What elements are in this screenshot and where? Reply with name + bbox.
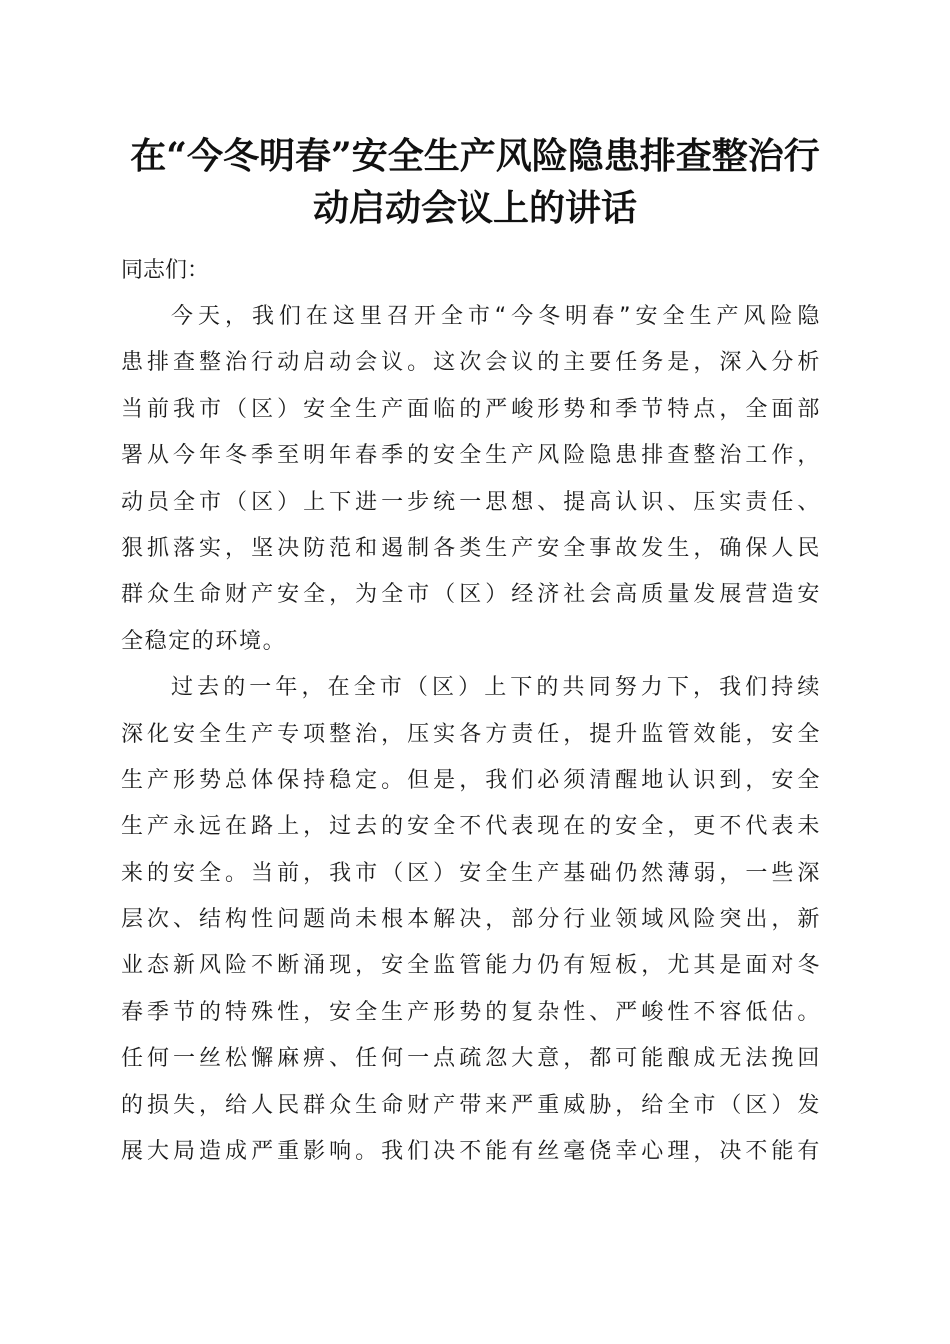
paragraph-line: 来的安全。当前，我市（区）安全生产基础仍然薄弱，一些深: [121, 860, 821, 886]
paragraph-line: 狠抓落实，坚决防范和遏制各类生产安全事故发生，确保人民: [121, 535, 821, 561]
paragraph-line: 生产形势总体保持稳定。但是，我们必须清醒地认识到，安全: [121, 767, 821, 793]
paragraph-line: 层次、结构性问题尚未根本解决，部分行业领域风险突出，新: [121, 907, 821, 933]
paragraph-line: 全稳定的环境。: [121, 628, 287, 654]
paragraph-line: 深化安全生产专项整治，压实各方责任，提升监管效能，安全: [121, 721, 821, 747]
paragraph-1: [121, 294, 821, 665]
paragraph-line: 动员全市（区）上下进一步统一思想、提高认识、压实责任、: [121, 489, 821, 515]
paragraph-line: 的损失，给人民群众生命财产带来严重威胁，给全市（区）发: [121, 1092, 821, 1118]
paragraph-line: 群众生命财产安全，为全市（区）经济社会高质量发展营造安: [121, 582, 821, 608]
title-line: 动启动会议上的讲话: [312, 187, 637, 229]
document-body: [121, 248, 821, 1175]
paragraph-line: 任何一丝松懈麻痹、任何一点疏忽大意，都可能酿成无法挽回: [121, 1046, 821, 1072]
salutation: 同志们：: [121, 258, 210, 283]
paragraph-line: 署从今年冬季至明年春季的安全生产风险隐患排查整治工作，: [121, 443, 821, 469]
paragraph-line: 当前我市（区）安全生产面临的严峻形势和季节特点，全面部: [121, 396, 821, 422]
paragraph-line: 过去的一年，在全市（区）上下的共同努力下，我们持续: [171, 675, 821, 701]
paragraph-line: 生产永远在路上，过去的安全不代表现在的安全，更不代表未: [121, 814, 821, 840]
document-title: [100, 130, 850, 234]
paragraph-line: 今天，我们在这里召开全市“今冬明春”安全生产风险隐: [171, 304, 821, 329]
paragraph-line: 患排查整治行动启动会议。这次会议的主要任务是，深入分析: [121, 350, 821, 376]
paragraph-line: 春季节的特殊性，安全生产形势的复杂性、严峻性不容低估。: [121, 999, 821, 1025]
paragraph-line: 业态新风险不断涌现，安全监管能力仍有短板，尤其是面对冬: [121, 953, 821, 979]
title-line: 在“今冬明春”安全生产风险隐患排查整治行: [130, 135, 820, 177]
paragraph-line: 展大局造成严重影响。我们决不能有丝毫侥幸心理，决不能有: [121, 1139, 821, 1165]
paragraph-2: [121, 665, 821, 1175]
